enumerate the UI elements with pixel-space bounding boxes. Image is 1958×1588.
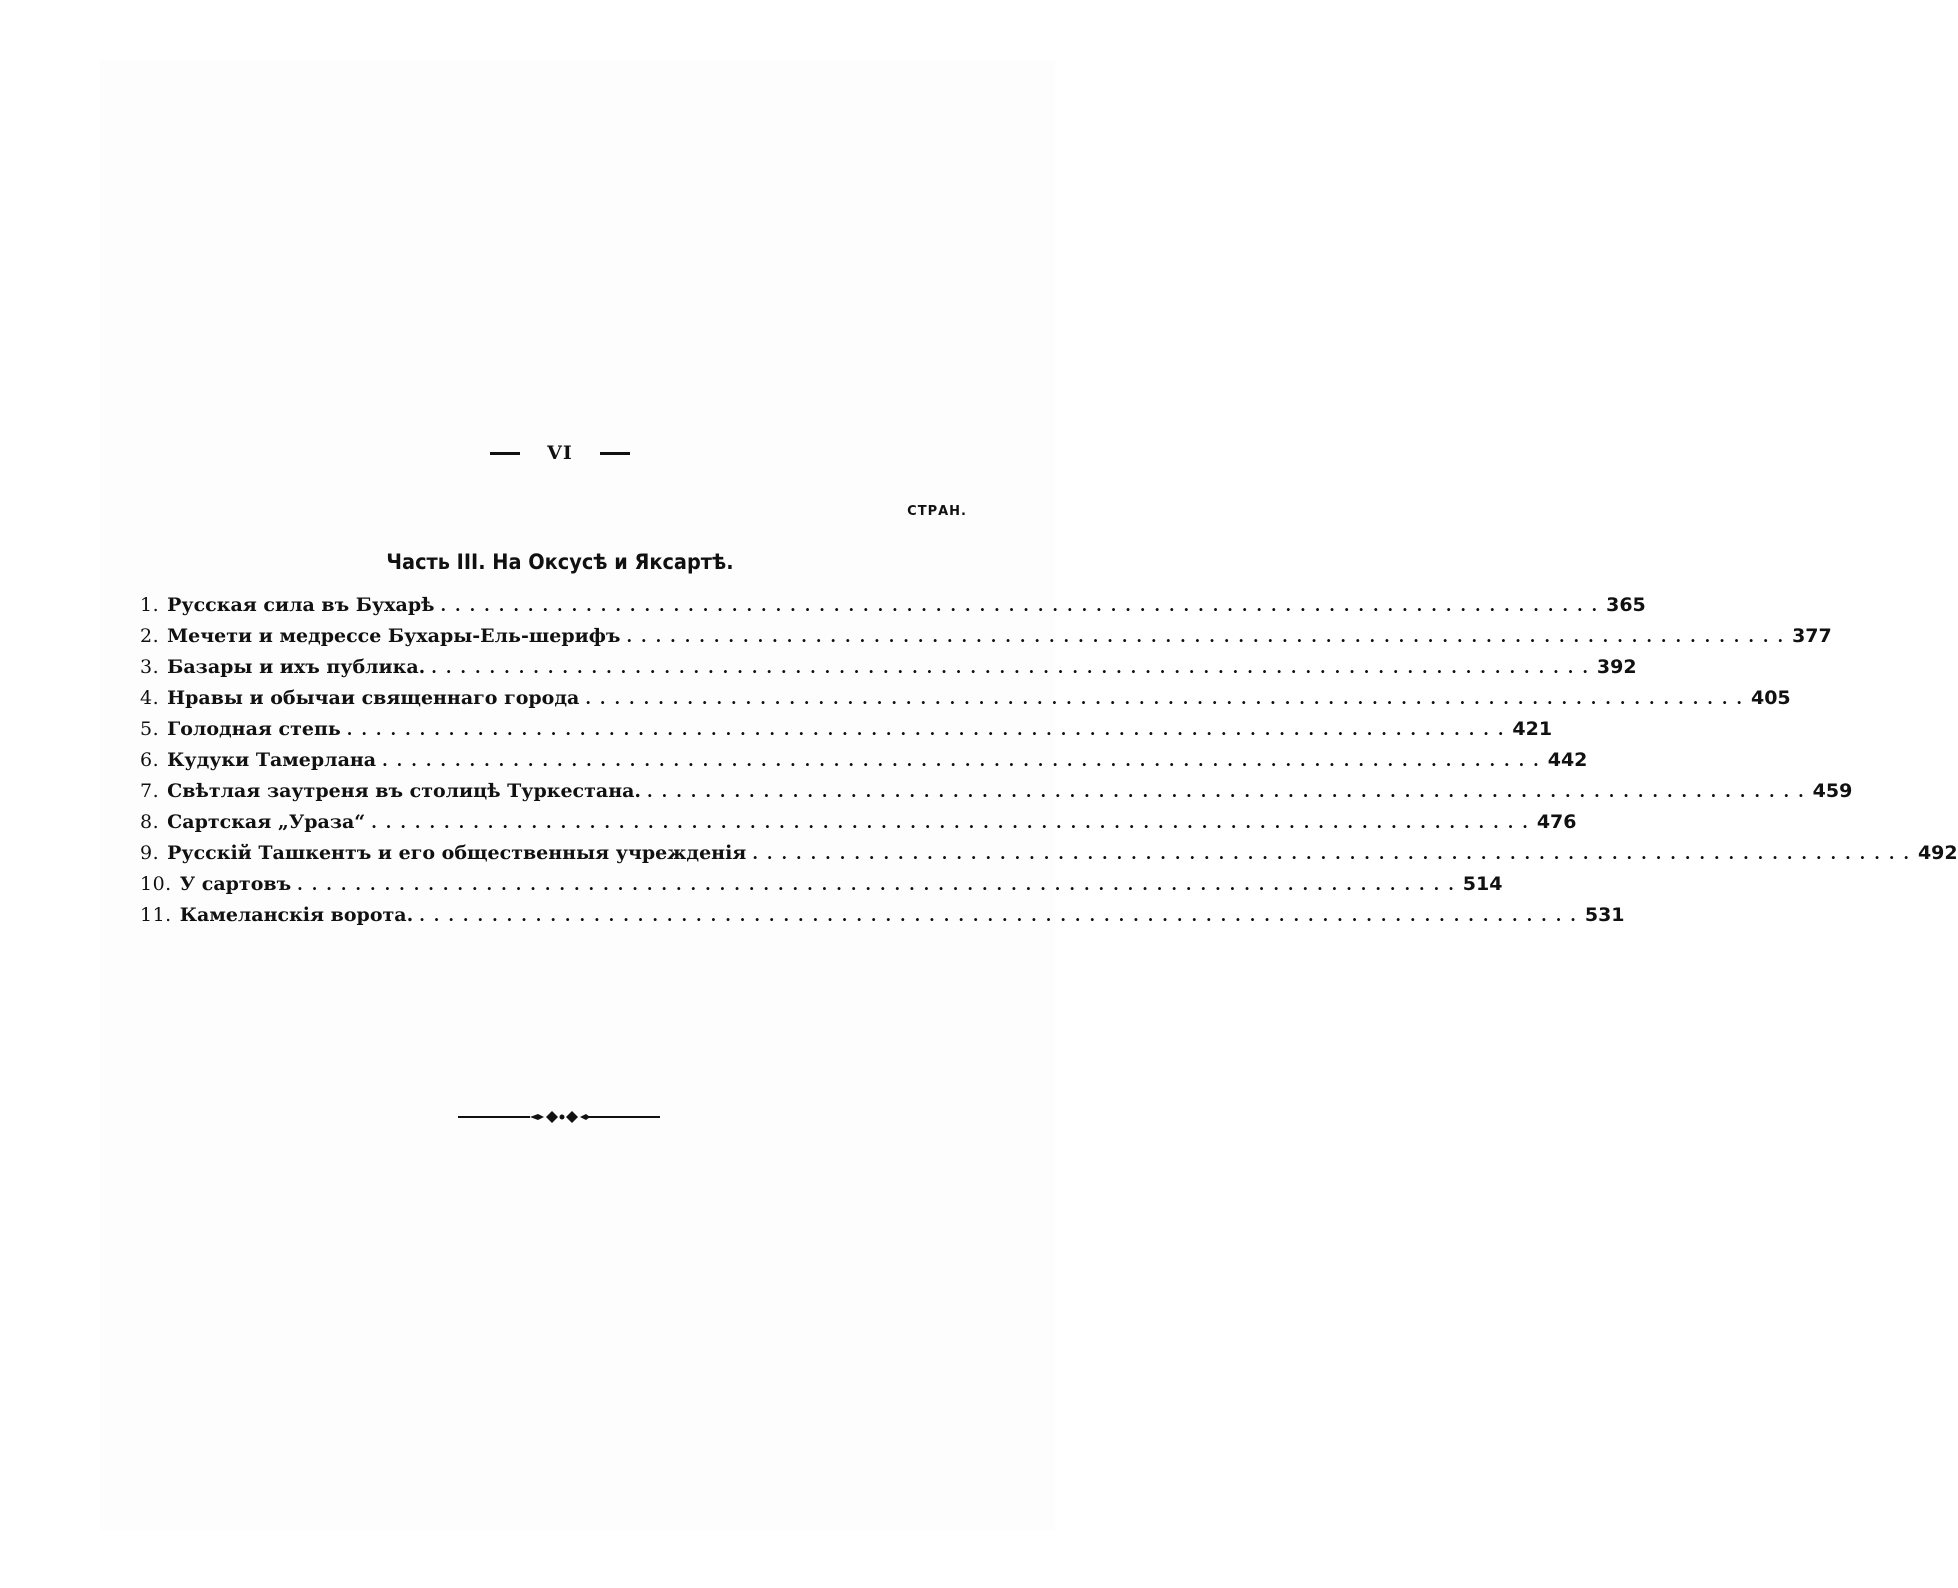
toc-entry — [140, 718, 1553, 749]
toc-entry — [140, 842, 1958, 873]
table-of-contents — [140, 594, 1958, 935]
toc-entry-number: 6. — [140, 749, 160, 771]
toc-entry-page: 514 — [1462, 873, 1503, 895]
toc-entry-number: 7. — [140, 780, 160, 802]
toc-entry — [140, 687, 1791, 718]
toc-entry — [140, 811, 1577, 842]
toc-entry-page: 492 — [1917, 842, 1958, 864]
toc-entry-title: Мечети и медрессе Бухары-Ель-шерифъ — [167, 625, 621, 647]
toc-entry — [140, 904, 1625, 935]
toc-entry-title: Русскій Ташкентъ и его общественныя учрежденія — [167, 842, 747, 864]
toc-entry-page: 365 — [1606, 594, 1646, 616]
dot-leader: ................................................................................ — [382, 751, 1548, 770]
toc-entry — [140, 749, 1588, 780]
toc-entry-number: 8. — [140, 811, 160, 833]
toc-entry — [140, 594, 1646, 625]
toc-entry-page: 442 — [1547, 749, 1588, 771]
fleuron-divider-icon — [458, 1104, 660, 1130]
toc-entry-page: 392 — [1596, 656, 1637, 678]
page-number-header — [490, 438, 630, 468]
toc-entry-number: 1. — [140, 594, 160, 616]
toc-entry — [140, 780, 1853, 811]
page-number: VI — [547, 442, 573, 464]
dot-leader: ................................................................................ — [346, 720, 1513, 739]
toc-entry — [140, 625, 1832, 656]
dot-leader: ................................................................................ — [585, 689, 1751, 708]
toc-entry-number: 2. — [140, 625, 160, 647]
toc-entry-number: 3. — [140, 656, 160, 678]
toc-entry-number: 9. — [140, 842, 160, 864]
dot-leader: ................................................................................ — [419, 906, 1585, 925]
page-column-label: СТРАН. — [907, 504, 967, 519]
toc-entry-number: 5. — [140, 718, 160, 740]
toc-entry-title: Нравы и обычаи священнаго города — [167, 687, 580, 709]
toc-entry-title: Кудуки Тамерлана — [167, 749, 377, 771]
toc-entry-page: 531 — [1584, 904, 1625, 926]
toc-entry-number: 10. — [140, 873, 172, 895]
right-dash — [600, 452, 630, 455]
toc-entry-title: Камеланскія ворота. — [179, 904, 414, 926]
toc-entry-title: Русская сила въ Бухарѣ — [167, 594, 435, 616]
toc-entry-number: 4. — [140, 687, 160, 709]
toc-entry-page: 459 — [1812, 780, 1853, 802]
toc-entry-title: Свѣтлая заутреня въ столицѣ Туркестана. — [167, 780, 642, 802]
dot-leader: ................................................................................ — [440, 596, 1607, 615]
dot-leader: ................................................................................ — [626, 627, 1793, 646]
toc-entry — [140, 656, 1637, 687]
dot-leader: ................................................................................ — [297, 875, 1463, 894]
toc-entry-page: 421 — [1512, 718, 1553, 740]
toc-entry — [140, 873, 1503, 904]
part-title: Часть III. На Оксусѣ и Яксартѣ. — [386, 550, 734, 574]
dot-leader: ................................................................................ — [431, 658, 1597, 677]
toc-entry-title: Сартская „Ураза“ — [167, 811, 366, 833]
toc-entry-number: 11. — [140, 904, 172, 926]
toc-entry-page: 405 — [1750, 687, 1791, 709]
toc-entry-title: Базары и ихъ публика. — [167, 656, 426, 678]
left-dash — [490, 452, 520, 455]
toc-entry-page: 476 — [1536, 811, 1577, 833]
dot-leader: ................................................................................ — [647, 782, 1813, 801]
toc-entry-title: Голодная степь — [167, 718, 341, 740]
toc-entry-title: У сартовъ — [179, 873, 292, 895]
dot-leader: ................................................................................ — [752, 844, 1918, 863]
dot-leader: ................................................................................ — [371, 813, 1537, 832]
toc-entry-page: 377 — [1792, 625, 1832, 647]
